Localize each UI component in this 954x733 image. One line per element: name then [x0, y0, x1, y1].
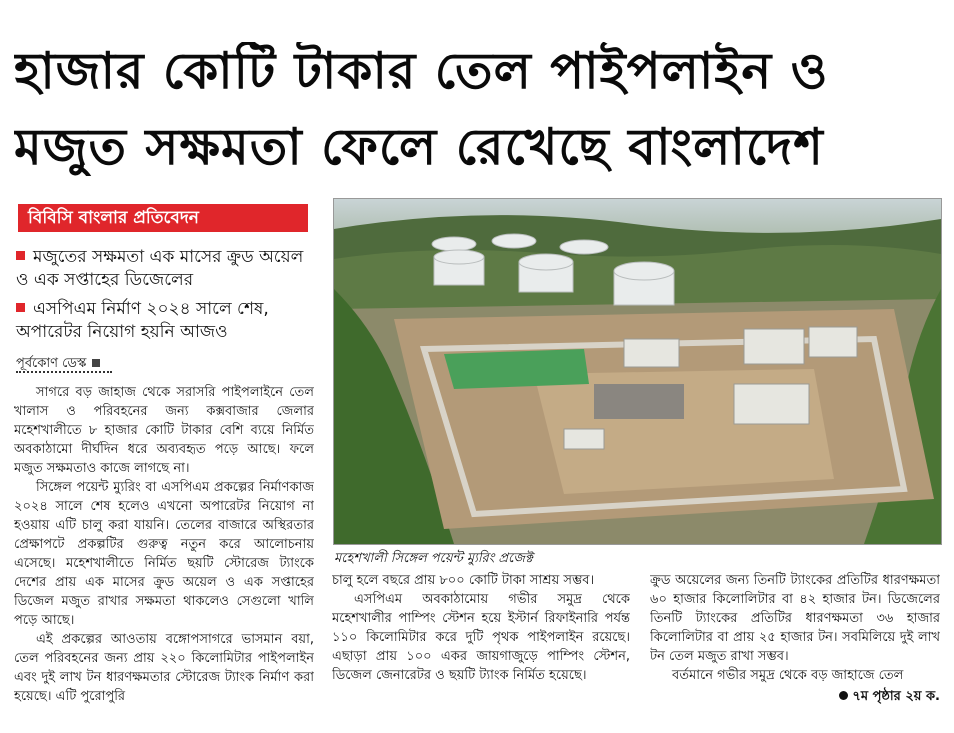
paragraph: চালু হলে বছরে প্রায় ৮০০ কোটি টাকা সাশ্রয় সম্ভব। — [332, 573, 595, 588]
square-marker-icon — [92, 359, 100, 367]
square-bullet-icon — [16, 303, 25, 312]
continuation-text: ৭ম পৃষ্ঠার ২য় ক. — [852, 689, 940, 704]
paragraph: বর্তমানে গভীর সমুদ্র থেকে বড় জাহাজে তেল — [672, 668, 904, 683]
article-column-2 — [332, 571, 630, 721]
highlight-bullet-1 — [16, 246, 314, 292]
paragraph: সাগরে বড় জাহাজ থেকে সরাসরি পাইপলাইনে তেল খালাস ও পরিবহনের জন্য কক্সবাজার জেলার মহেশখালীতে ৮ হাজার কোটি টাকার বেশি ব্যয়ে নির্মিত অবকাঠামো দীর্ঘদিন ধরে অব্যবহৃত পড়ে আছে। ফলে মজুত সক্ষমতাও কাজে লাগছে না। — [14, 385, 314, 476]
highlight-bullet-2 — [16, 298, 314, 344]
paragraph: সিঙ্গেল পয়েন্ট ম্যুরিং বা এসপিএম প্রকল্পের নির্মাণকাজ ২০২৪ সালে শেষ হলেও এখনো অপারেটর নিয়োগ না হওয়ায় এটি চালু করা যায়নি। তেলের বাজারে অস্থিরতার প্রেক্ষাপটে প্রকল্পটির গুরুত্ব নতুন করে আলোচনায় এসেছে। মহেশখালীতে নির্মিত ছয়টি স্টোরেজ ট্যাংকে দেশের প্রায় এক মাসের ক্রুড অয়েল ও এক সপ্তাহের ডিজেল মজুত রাখার সক্ষমতা থাকলেও সেগুলো খালি পড়ে আছে। — [14, 480, 314, 628]
continuation-note — [650, 687, 940, 708]
bullet-dot-icon — [839, 691, 848, 700]
photo-caption: মহেশখালী সিঙ্গেল পয়েন্ট ম্যুরিং প্রজেক্ট — [334, 551, 533, 566]
paragraph: এসপিএম অবকাঠামোয় গভীর সমুদ্র থেকে মহেশখালীর পাম্পিং স্টেশন হয়ে ইস্টার্ন রিফাইনারি পর্যন্ত ১১০ কিলোমিটার করে দুটি পৃথক পাইপলাইন রয়েছে। এছাড়া প্রায় ১০০ একর জায়গাজুড়ে পাম্পিং স্টেশন, ডিজেল জেনারেটর ও ছয়টি ট্যাংক নির্মিত হয়েছে। — [332, 592, 630, 683]
news-photo — [333, 198, 942, 545]
square-bullet-icon — [16, 251, 25, 260]
paragraph: ক্রুড অয়েলের জন্য তিনটি ট্যাংকের প্রতিটির ধারণক্ষমতা ৬০ হাজার কিলোলিটার বা ৪২ হাজার টন। ডিজেলের তিনটি ট্যাংকের প্রতিটির ধারণক্ষমতা ৩৬ হাজার কিলোলিটার বা প্রায় ২৫ হাজার টন। সবমিলিয়ে দুই লাখ টন তেল মজুত রাখা সম্ভব। — [650, 573, 940, 664]
byline-text: পূর্বকোণ ডেস্ক — [16, 356, 87, 371]
headline-line-2: মজুত সক্ষমতা ফেলে রেখেছে বাংলাদেশ — [14, 118, 824, 176]
aerial-facility-illustration — [334, 199, 941, 544]
dotted-divider — [16, 371, 112, 373]
highlight-bullet-text: এসপিএম নির্মাণ ২০২৪ সালে শেষ, অপারেটর নিয়োগ হয়নি আজও — [16, 299, 269, 342]
highlight-bullet-text: মজুতের সক্ষমতা এক মাসের ক্রুড অয়েল ও এক সপ্তাহের ডিজেলের — [16, 247, 304, 290]
headline-line-1: হাজার কোটি টাকার তেল পাইপলাইন ও — [14, 42, 829, 100]
paragraph: এই প্রকল্পের আওতায় বঙ্গোপসাগরে ভাসমান বয়া, তেল পরিবহনের জন্য প্রায় ২২০ কিলোমিটার পাইপলাইন এবং দুই লাখ টন ধারণক্ষমতার স্টোরেজ ট্যাংক নির্মাণ করা হয়েছে। এটি পুরোপুরি — [14, 632, 314, 704]
article-column-1 — [14, 383, 314, 723]
article-column-3 — [650, 571, 940, 721]
kicker-banner: বিবিসি বাংলার প্রতিবেদন — [18, 204, 308, 232]
